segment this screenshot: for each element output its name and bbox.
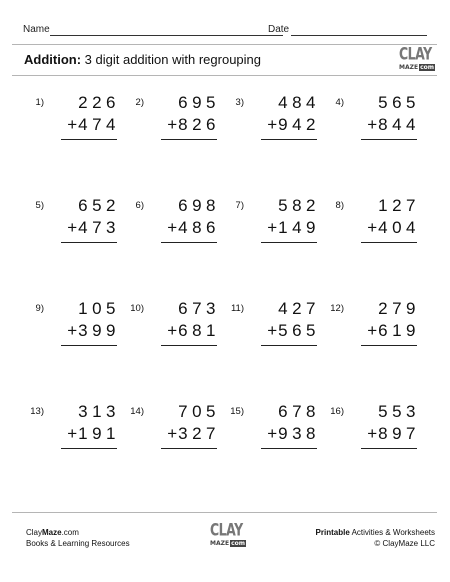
addend-top: 705: [178, 402, 220, 421]
footer-copyright: © ClayMaze LLC: [374, 539, 435, 548]
addend-bottom-row: [167, 218, 220, 238]
answer-line: [161, 448, 217, 449]
problem-7: [226, 196, 320, 250]
problem-number: 6): [135, 200, 144, 211]
plus-sign: +: [67, 424, 79, 443]
addend-bottom: 844: [378, 115, 420, 134]
addend-top: 279: [378, 299, 420, 318]
addend-top: 427: [278, 299, 320, 318]
problem-12: [326, 299, 420, 353]
problem-number: 10): [130, 303, 144, 314]
problem-number: 15): [230, 406, 244, 417]
addend-bottom: 474: [78, 115, 120, 134]
problem-number: 1): [35, 97, 44, 108]
footer-logo: [210, 519, 246, 549]
title-bold: Addition:: [24, 52, 82, 67]
problem-4: [326, 93, 420, 147]
addend-bottom-row: [267, 321, 320, 341]
answer-line: [261, 242, 317, 243]
addend-bottom: 149: [278, 218, 320, 237]
answer-line: [361, 448, 417, 449]
problem-number: 9): [35, 303, 44, 314]
problem-8: [326, 196, 420, 250]
addend-top: 105: [78, 299, 120, 318]
problem-16: [326, 402, 420, 456]
addend-bottom-row: [67, 115, 120, 135]
header: [23, 20, 427, 40]
answer-line: [61, 448, 117, 449]
problem-number: 3): [235, 97, 244, 108]
addend-bottom-row: [367, 115, 420, 135]
problem-number: 7): [235, 200, 244, 211]
problem-9: [26, 299, 120, 353]
site-suffix: .com: [61, 528, 79, 537]
problem-number: 11): [230, 303, 244, 314]
addend-bottom: 473: [78, 218, 120, 237]
addend-bottom-row: [267, 218, 320, 238]
addend-bottom: 942: [278, 115, 320, 134]
addend-bottom: 619: [378, 321, 420, 340]
addend-bottom: 486: [178, 218, 220, 237]
answer-line: [161, 242, 217, 243]
addend-top: 565: [378, 93, 420, 112]
answer-line: [261, 448, 317, 449]
logo-badge: com: [420, 63, 435, 71]
problem-10: [126, 299, 220, 353]
problem-13: [26, 402, 120, 456]
problem-number: 2): [135, 97, 144, 108]
addend-bottom-row: [67, 218, 120, 238]
printable-text: Activities & Worksheets: [349, 528, 435, 537]
footer-tagline: Books & Learning Resources: [26, 539, 130, 548]
addend-bottom: 565: [278, 321, 320, 340]
footer-logo-line2: [210, 539, 246, 547]
addend-bottom: 938: [278, 424, 320, 443]
footer-printable: [316, 527, 435, 538]
problem-number: 8): [335, 200, 344, 211]
answer-line: [361, 242, 417, 243]
addend-bottom: 826: [178, 115, 220, 134]
problem-number: 13): [30, 406, 44, 417]
addend-top: 226: [78, 93, 120, 112]
worksheet-title: [24, 52, 261, 67]
addend-bottom: 191: [78, 424, 120, 443]
answer-line: [161, 139, 217, 140]
plus-sign: +: [267, 218, 279, 237]
answer-line: [361, 139, 417, 140]
answer-line: [161, 345, 217, 346]
footer-logo-maze: MAZE: [210, 539, 230, 547]
addend-bottom-row: [167, 321, 220, 341]
addend-bottom-row: [67, 424, 120, 444]
addend-top: 127: [378, 196, 420, 215]
site-prefix: Clay: [26, 528, 43, 537]
problem-11: [226, 299, 320, 353]
addend-top: 582: [278, 196, 320, 215]
plus-sign: +: [367, 218, 379, 237]
plus-sign: +: [367, 321, 379, 340]
problem-number: 16): [330, 406, 344, 417]
claymaze-logo: [399, 43, 435, 73]
footer-logo-badge: com: [231, 539, 246, 547]
addend-bottom-row: [167, 424, 220, 444]
addend-bottom-row: [367, 424, 420, 444]
date-field[interactable]: [291, 35, 427, 36]
addend-bottom: 399: [78, 321, 120, 340]
answer-line: [261, 139, 317, 140]
answer-line: [261, 345, 317, 346]
problem-number: 12): [330, 303, 344, 314]
addend-top: 313: [78, 402, 120, 421]
addend-bottom-row: [67, 321, 120, 341]
addend-top: 652: [78, 196, 120, 215]
plus-sign: +: [167, 115, 179, 134]
plus-sign: +: [367, 115, 379, 134]
addend-top: 698: [178, 196, 220, 215]
footer-right: [316, 527, 435, 549]
problem-15: [226, 402, 320, 456]
problem-2: [126, 93, 220, 147]
addend-bottom: 897: [378, 424, 420, 443]
answer-line: [361, 345, 417, 346]
addend-bottom-row: [167, 115, 220, 135]
addend-top: 484: [278, 93, 320, 112]
site-bold: Maze: [42, 528, 62, 537]
answer-line: [61, 345, 117, 346]
addend-bottom: 327: [178, 424, 220, 443]
addend-bottom-row: [267, 424, 320, 444]
footer-left: [26, 527, 130, 549]
problem-number: 5): [35, 200, 44, 211]
plus-sign: +: [267, 321, 279, 340]
problem-14: [126, 402, 220, 456]
printable-bold: Printable: [315, 528, 350, 537]
plus-sign: +: [167, 218, 179, 237]
answer-line: [61, 139, 117, 140]
addend-bottom: 404: [378, 218, 420, 237]
logo-maze: MAZE: [399, 63, 419, 71]
problem-number: 4): [335, 97, 344, 108]
answer-line: [61, 242, 117, 243]
plus-sign: +: [167, 321, 179, 340]
logo-line1: CLAY: [399, 43, 432, 64]
title-bar: [12, 44, 437, 76]
plus-sign: +: [367, 424, 379, 443]
addend-bottom-row: [367, 321, 420, 341]
addend-top: 678: [278, 402, 320, 421]
plus-sign: +: [67, 115, 79, 134]
problem-1: [26, 93, 120, 147]
problem-6: [126, 196, 220, 250]
addend-top: 695: [178, 93, 220, 112]
footer-logo-line1: CLAY: [210, 519, 243, 540]
footer-site: [26, 527, 130, 538]
addend-bottom: 681: [178, 321, 220, 340]
problem-3: [226, 93, 320, 147]
plus-sign: +: [167, 424, 179, 443]
plus-sign: +: [267, 424, 279, 443]
addend-bottom-row: [267, 115, 320, 135]
addend-top: 673: [178, 299, 220, 318]
plus-sign: +: [267, 115, 279, 134]
plus-sign: +: [67, 321, 79, 340]
title-text: 3 digit addition with regrouping: [81, 52, 261, 67]
addend-top: 553: [378, 402, 420, 421]
name-field[interactable]: [50, 35, 283, 36]
addend-bottom-row: [367, 218, 420, 238]
problem-number: 14): [130, 406, 144, 417]
date-label: Date: [268, 24, 290, 35]
problem-5: [26, 196, 120, 250]
plus-sign: +: [67, 218, 79, 237]
logo-line2: [399, 63, 435, 71]
name-label: Name: [23, 24, 50, 35]
footer: [12, 512, 437, 563]
